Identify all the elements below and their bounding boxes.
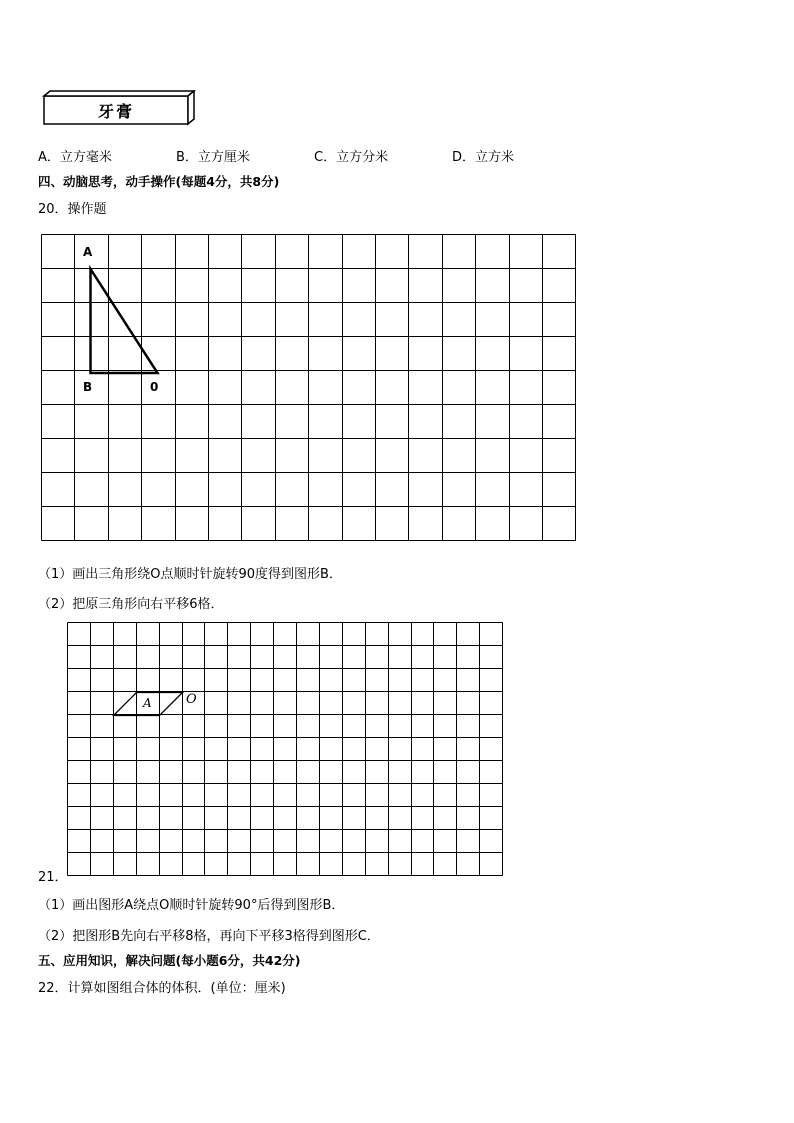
q20-sub1: （1）画出三角形绕O点顺时针旋转90度得到图形B． (38, 567, 342, 582)
option-text: 立方厘米 (197, 150, 250, 165)
point-b-label: B (83, 380, 93, 394)
option-text: 立方毫米 (59, 150, 112, 165)
q21-sub2: （2）把图形B先向右平移8格，再向下平移3格得到图形C． (38, 929, 380, 944)
option-a (38, 146, 112, 165)
q21-point-o-label: O (186, 692, 197, 707)
q20-triangle (41, 234, 579, 543)
triangle-shape (91, 269, 158, 373)
point-a-label: A (83, 245, 93, 259)
q22-text: 22．计算如图组合体的体积．(单位：厘米) (38, 981, 286, 996)
toothpaste-box-label: 牙膏 (98, 102, 135, 121)
point-o-label: 0 (150, 380, 159, 394)
option-letter: A． (38, 150, 60, 165)
q21-sub1: （1）画出图形A绕点O顺时针旋转90°后得到图形B． (38, 898, 345, 913)
option-c (314, 146, 388, 165)
option-letter: C． (314, 150, 337, 165)
q20-sub2: （2）把原三角形向右平移6格． (38, 597, 224, 612)
option-text: 立方米 (475, 150, 515, 165)
option-letter: D． (452, 150, 476, 165)
q21-number: 21． (38, 870, 68, 885)
option-letter: B． (176, 150, 198, 165)
section5-title: 五、应用知识，解决问题(每小题6分，共42分) (38, 953, 301, 968)
shape-a-label: A (143, 696, 152, 710)
option-b (176, 146, 250, 165)
q21-parallelogram (67, 622, 503, 880)
q20-number: 20．操作题 (38, 202, 107, 217)
option-text: 立方分米 (336, 150, 389, 165)
option-d (452, 146, 514, 165)
toothpaste-box (42, 90, 202, 126)
section4-title: 四、动脑思考，动手操作(每题4分，共8分) (38, 174, 280, 189)
